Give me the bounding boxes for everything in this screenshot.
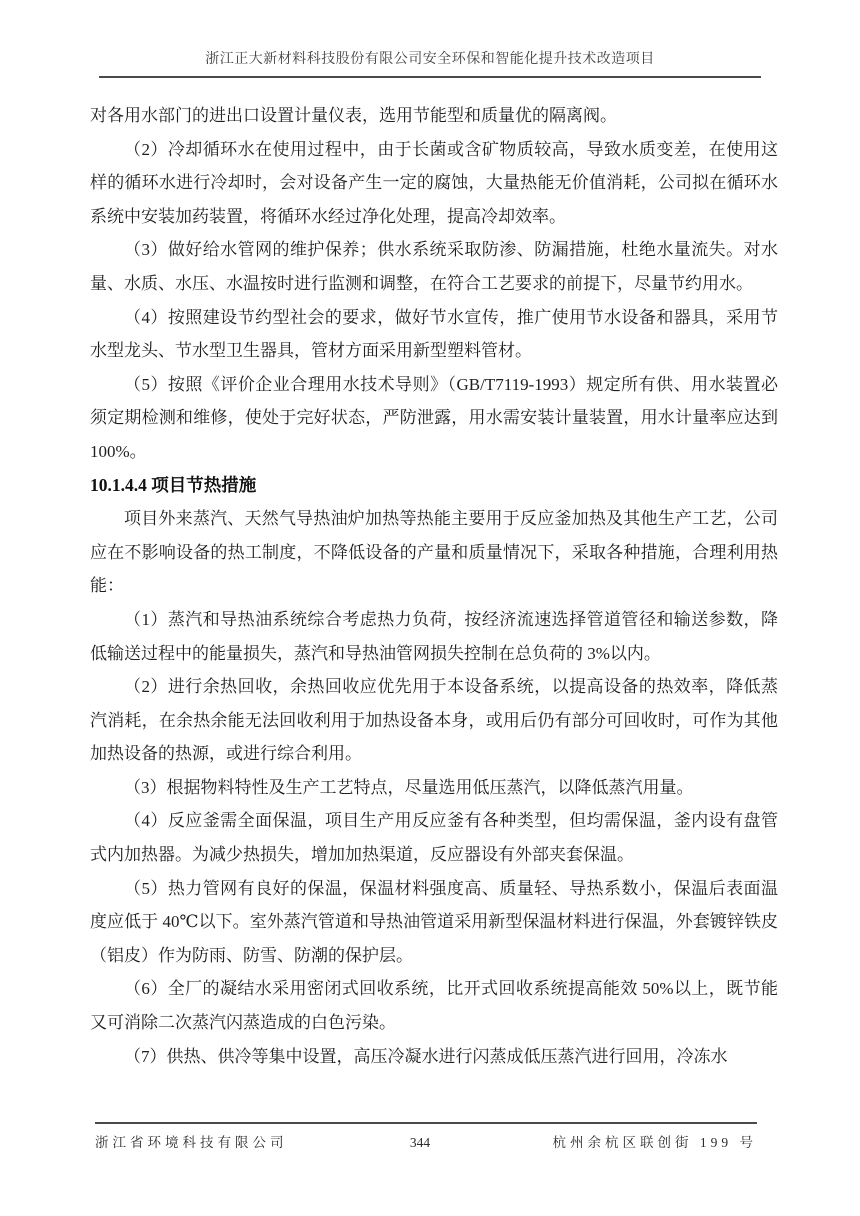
footer-row — [95, 1131, 757, 1151]
page-number: 344 — [409, 1135, 431, 1150]
paragraph: （5）热力管网有良好的保温，保温材料强度高、质量轻、导热系数小，保温后表面温度应低于 40℃以下。室外蒸汽管道和导热油管道采用新型保温材料进行保温，外套镀锌铁皮（铝皮）作为防雨、防雪、防潮的保护层。 — [90, 878, 778, 965]
paragraph: （1）蒸汽和导热油系统综合考虑热力负荷，按经济流速选择管道管径和输送参数，降低输送过程中的能量损失，蒸汽和导热油管网损失控制在总负荷的 3%以内。 — [90, 609, 778, 663]
paragraph: （4）按照建设节约型社会的要求，做好节水宣传，推广使用节水设备和器具，采用节水型龙头、节水型卫生器具，管材方面采用新型塑料管材。 — [90, 307, 778, 361]
paragraph: （2）冷却循环水在使用过程中，由于长菌或含矿物质较高，导致水质变差，在使用这样的循环水进行冷却时，会对设备产生一定的腐蚀，大量热能无价值消耗，公司拟在循环水系统中安装加药装置，将循环水经过净化处理，提高冷却效率。 — [90, 139, 778, 226]
page-footer — [95, 1122, 757, 1151]
paragraph: （3）做好给水管网的维护保养；供水系统采取防渗、防漏措施，杜绝水量流失。对水量、水质、水压、水温按时进行监测和调整，在符合工艺要求的前提下，尽量节约用水。 — [90, 240, 778, 293]
page-header — [99, 50, 761, 78]
paragraph: 项目外来蒸汽、天然气导热油炉加热等热能主要用于反应釜加热及其他生产工艺，公司应在不影响设备的热工制度，不降低设备的产量和质量情况下，采取各种措施，合理利用热能： — [90, 509, 778, 596]
footer-address: 杭州余杭区联创街 199 号 — [552, 1135, 757, 1150]
paragraph: 对各用水部门的进出口设置计量仪表，选用节能型和质量优的隔离阀。 — [90, 106, 617, 125]
paragraph: （6）全厂的凝结水采用密闭式回收系统，比开式回收系统提高能效 50%以上，既节能又可消除二次蒸汽闪蒸造成的白色污染。 — [90, 979, 778, 1033]
paragraph: （5）按照《评价企业合理用水技术导则》（GB/T7119-1993）规定所有供、用水装置必须定期检测和维修，使处于完好状态，严防泄露，用水需安装计量装置，用水计量率应达到 100%。 — [90, 374, 778, 461]
footer-rule — [95, 1122, 757, 1124]
header-title: 浙江正大新材料科技股份有限公司安全环保和智能化提升技术改造项目 — [205, 52, 655, 67]
paragraph: （2）进行余热回收，余热回收应优先用于本设备系统，以提高设备的热效率，降低蒸汽消耗，在余热余能无法回收利用于加热设备本身，或用后仍有部分可回收时，可作为其他加热设备的热源，或进行综合利用。 — [90, 677, 778, 764]
footer-company: 浙江省环境科技有限公司 — [95, 1135, 288, 1150]
paragraph: （3）根据物料特性及生产工艺特点，尽量选用低压蒸汽，以降低蒸汽用量。 — [124, 777, 694, 797]
paragraph: （4）反应釜需全面保温，项目生产用反应釜有各种类型，但均需保温，釜内设有盘管式内加热器。为减少热损失，增加加热渠道，反应器设有外部夹套保温。 — [90, 811, 778, 865]
section-heading: 10.1.4.4 项目节热措施 — [90, 474, 257, 495]
header-rule — [99, 76, 761, 78]
document-body — [90, 99, 778, 1073]
paragraph: （7）供热、供冷等集中设置，高压冷凝水进行闪蒸成低压蒸汽进行回用，冷冻水 — [124, 1046, 728, 1066]
